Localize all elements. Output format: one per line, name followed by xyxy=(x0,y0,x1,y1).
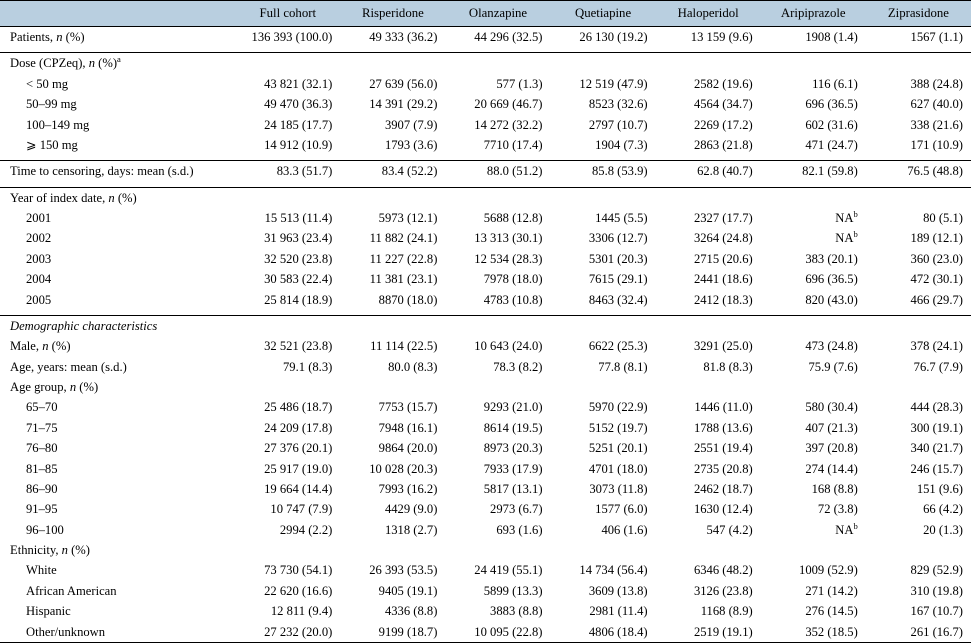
cell-olanzapine: 2973 (6.7) xyxy=(490,502,543,517)
cell-ziprasidone: 310 (19.8) xyxy=(910,583,963,598)
cell-full-cohort: 32 521 (23.8) xyxy=(264,339,333,354)
row-label: 96–100 xyxy=(26,522,64,537)
row-label: 50–99 mg xyxy=(26,97,77,112)
cell-full-cohort: 12 811 (9.4) xyxy=(270,604,333,619)
cell-ziprasidone: 472 (30.1) xyxy=(910,272,963,287)
row-label: 100–149 mg xyxy=(26,117,90,132)
cell-olanzapine: 3883 (8.8) xyxy=(490,604,543,619)
cell-haloperidol: 2519 (19.1) xyxy=(656,622,761,643)
cell-risperidone: 11 882 (24.1) xyxy=(369,231,438,246)
table-row xyxy=(0,520,971,540)
cell-ziprasidone: 340 (21.7) xyxy=(910,441,963,456)
cell-quetiapine: 6622 (25.3) xyxy=(588,339,648,354)
cell-haloperidol xyxy=(656,53,761,74)
cell-full-cohort: 27 376 (20.1) xyxy=(264,441,333,456)
cell-ziprasidone xyxy=(866,315,971,336)
cell-aripiprazole: 473 (24.8) xyxy=(805,339,858,354)
cell-ziprasidone: 444 (28.3) xyxy=(910,400,963,415)
cell-risperidone xyxy=(340,187,445,208)
cell-aripiprazole: 271 (14.2) xyxy=(805,583,858,598)
table-row xyxy=(0,438,971,458)
row-label: 65–70 xyxy=(26,400,58,415)
cell-olanzapine: 7710 (17.4) xyxy=(483,137,543,152)
row-label: 91–95 xyxy=(26,502,58,517)
cell-risperidone: 9405 (19.1) xyxy=(378,583,438,598)
cell-haloperidol: 1168 (8.9) xyxy=(700,604,753,619)
cell-haloperidol: 2715 (20.6) xyxy=(693,251,753,266)
row-label: White xyxy=(26,563,57,578)
row-label: 76–80 xyxy=(26,441,58,456)
row-label: < 50 mg xyxy=(26,76,69,91)
cell-aripiprazole: 82.1 (59.8) xyxy=(761,161,866,182)
cell-ziprasidone: 80 (5.1) xyxy=(923,211,963,225)
cell-aripiprazole: 274 (14.4) xyxy=(805,461,858,476)
cell-full-cohort: 31 963 (23.4) xyxy=(264,231,333,246)
cell-quetiapine xyxy=(551,187,656,208)
cell-haloperidol: 3126 (23.8) xyxy=(693,583,753,598)
cell-aripiprazole xyxy=(761,187,866,208)
cell-aripiprazole: 383 (20.1) xyxy=(805,251,858,266)
row-label: 81–85 xyxy=(26,461,58,476)
cell-olanzapine: 44 296 (32.5) xyxy=(474,30,543,44)
cell-aripiprazole: 116 (6.1) xyxy=(812,76,858,91)
row-label: 2002 xyxy=(26,231,52,246)
table-row xyxy=(0,228,971,248)
cell-haloperidol: 2582 (19.6) xyxy=(693,76,753,91)
cell-full-cohort xyxy=(235,377,340,397)
cell-olanzapine: 8973 (20.3) xyxy=(483,441,543,456)
cell-full-cohort: 136 393 (100.0) xyxy=(251,30,333,44)
cell-risperidone: 4336 (8.8) xyxy=(384,604,438,619)
cell-quetiapine: 5152 (19.7) xyxy=(588,420,648,435)
row-label: Time to censoring, days: mean (s.d.) xyxy=(0,161,235,182)
cell-olanzapine xyxy=(445,540,550,560)
table-body xyxy=(0,27,971,643)
cell-haloperidol: 2441 (18.6) xyxy=(693,272,753,287)
column-header-risperidone: Risperidone xyxy=(340,1,445,27)
cell-haloperidol: 2735 (20.8) xyxy=(693,461,753,476)
cell-haloperidol xyxy=(656,315,761,336)
cell-aripiprazole: 72 (3.8) xyxy=(817,502,858,517)
cell-haloperidol: 547 (4.2) xyxy=(706,522,753,537)
cell-haloperidol: 2269 (17.2) xyxy=(693,117,753,132)
cell-olanzapine: 10 095 (22.8) xyxy=(445,622,550,643)
cell-ziprasidone: 627 (40.0) xyxy=(910,97,963,112)
cell-full-cohort: 24 185 (17.7) xyxy=(264,117,333,132)
cell-ziprasidone: 20 (1.3) xyxy=(923,522,963,537)
row-label: 2003 xyxy=(26,251,52,266)
row-label: 2005 xyxy=(26,292,52,307)
row-label: Age, years: mean (s.d.) xyxy=(10,359,127,374)
cell-ziprasidone: 338 (21.6) xyxy=(910,117,963,132)
cell-risperidone: 27 639 (56.0) xyxy=(369,76,438,91)
cell-aripiprazole: 75.9 (7.6) xyxy=(808,359,858,374)
cell-aripiprazole: 168 (8.8) xyxy=(811,481,858,496)
cell-olanzapine: 14 272 (32.2) xyxy=(474,117,543,132)
cell-haloperidol: 13 159 (9.6) xyxy=(690,30,753,44)
cell-ziprasidone: 151 (9.6) xyxy=(916,481,963,496)
table-row xyxy=(0,135,971,155)
column-header-haloperidol: Haloperidol xyxy=(656,1,761,27)
cell-ziprasidone xyxy=(866,540,971,560)
cell-quetiapine: 12 519 (47.9) xyxy=(579,76,648,91)
cell-aripiprazole: 276 (14.5) xyxy=(805,604,858,619)
cell-full-cohort: 30 583 (22.4) xyxy=(264,272,333,287)
row-label: Hispanic xyxy=(26,604,71,619)
cell-quetiapine xyxy=(551,377,656,397)
cell-ziprasidone: 829 (52.9) xyxy=(910,563,963,578)
cell-full-cohort: 32 520 (23.8) xyxy=(264,251,333,266)
cell-aripiprazole: 352 (18.5) xyxy=(761,622,866,643)
cell-quetiapine: 3609 (13.8) xyxy=(588,583,648,598)
cell-olanzapine: 5899 (13.3) xyxy=(483,583,543,598)
cell-full-cohort: 25 814 (18.9) xyxy=(264,292,333,307)
cell-aripiprazole: $NA^b$ xyxy=(835,520,858,537)
cell-quetiapine: 8523 (32.6) xyxy=(588,97,648,112)
cell-haloperidol xyxy=(656,377,761,397)
cell-risperidone: 9864 (20.0) xyxy=(378,441,438,456)
cell-quetiapine: 2981 (11.4) xyxy=(589,604,648,619)
cell-ziprasidone: 388 (24.8) xyxy=(910,76,963,91)
cell-risperidone: 1318 (2.7) xyxy=(384,522,438,537)
cell-risperidone: 7948 (16.1) xyxy=(378,420,438,435)
cell-risperidone: 11 227 (22.8) xyxy=(369,251,438,266)
cell-risperidone: 11 381 (23.1) xyxy=(369,272,438,287)
table-row xyxy=(0,161,971,182)
cell-full-cohort xyxy=(235,53,340,74)
cell-quetiapine xyxy=(551,540,656,560)
cell-full-cohort: 27 232 (20.0) xyxy=(235,622,340,643)
cell-aripiprazole xyxy=(761,377,866,397)
cell-risperidone: 49 333 (36.2) xyxy=(369,30,438,44)
cell-ziprasidone: 466 (29.7) xyxy=(910,292,963,307)
cell-aripiprazole xyxy=(761,315,866,336)
cell-olanzapine: 20 669 (46.7) xyxy=(474,97,543,112)
cell-haloperidol: 62.8 (40.7) xyxy=(656,161,761,182)
header-row xyxy=(0,1,971,27)
cell-olanzapine: 7933 (17.9) xyxy=(483,461,543,476)
table-row xyxy=(0,208,971,228)
cell-risperidone: 5973 (12.1) xyxy=(378,211,438,225)
cell-ziprasidone xyxy=(866,53,971,74)
row-label: 86–90 xyxy=(26,481,58,496)
cell-risperidone xyxy=(340,540,445,560)
cell-quetiapine: 1445 (5.5) xyxy=(595,211,648,225)
cell-full-cohort: 79.1 (8.3) xyxy=(283,359,333,374)
cell-olanzapine: 8614 (19.5) xyxy=(483,420,543,435)
cell-full-cohort: 25 486 (18.7) xyxy=(264,400,333,415)
cell-ziprasidone: 189 (12.1) xyxy=(910,231,963,246)
cell-olanzapine: 88.0 (51.2) xyxy=(445,161,550,182)
cell-risperidone: 4429 (9.0) xyxy=(384,502,438,517)
cell-haloperidol: 6346 (48.2) xyxy=(693,563,753,578)
table-row xyxy=(0,622,971,643)
cell-quetiapine: 3306 (12.7) xyxy=(588,231,648,246)
column-header-ziprasidone: Ziprasidone xyxy=(866,1,971,27)
cell-quetiapine: 2797 (10.7) xyxy=(588,117,648,132)
cell-haloperidol: 2462 (18.7) xyxy=(693,481,753,496)
cell-aripiprazole: 696 (36.5) xyxy=(805,272,858,287)
cell-ziprasidone xyxy=(866,377,971,397)
cell-full-cohort: 10 747 (7.9) xyxy=(270,502,333,517)
cell-olanzapine: 78.3 (8.2) xyxy=(493,359,543,374)
column-header-olanzapine: Olanzapine xyxy=(445,1,550,27)
row-label: ⩾ 150 mg xyxy=(26,137,78,152)
cell-olanzapine: 10 643 (24.0) xyxy=(474,339,543,354)
cell-full-cohort: 2994 (2.2) xyxy=(279,522,333,537)
cell-olanzapine xyxy=(445,315,550,336)
row-label: 2004 xyxy=(26,272,52,287)
table-row xyxy=(0,601,971,621)
column-header-full-cohort: Full cohort xyxy=(235,1,340,27)
table-row xyxy=(0,459,971,479)
cell-full-cohort xyxy=(235,187,340,208)
cell-haloperidol: 81.8 (8.3) xyxy=(703,359,753,374)
cell-ziprasidone: 378 (24.1) xyxy=(910,339,963,354)
cell-quetiapine: 8463 (32.4) xyxy=(588,292,648,307)
cell-aripiprazole: 471 (24.7) xyxy=(805,137,858,152)
cell-haloperidol: 1446 (11.0) xyxy=(694,400,753,415)
cell-ziprasidone: 261 (16.7) xyxy=(866,622,971,643)
cell-risperidone: 83.4 (52.2) xyxy=(340,161,445,182)
table-row xyxy=(0,560,971,580)
cell-quetiapine: 77.8 (8.1) xyxy=(598,359,648,374)
cell-quetiapine: 3073 (11.8) xyxy=(589,481,648,496)
cell-risperidone: 80.0 (8.3) xyxy=(388,359,438,374)
cell-haloperidol: 2551 (19.4) xyxy=(693,441,753,456)
row-label: Ethnicity, n (%) xyxy=(10,543,90,557)
cell-haloperidol xyxy=(656,540,761,560)
cell-haloperidol: 2327 (17.7) xyxy=(693,211,753,225)
cell-ziprasidone xyxy=(866,187,971,208)
cell-haloperidol: 2412 (18.3) xyxy=(693,292,753,307)
cell-olanzapine xyxy=(445,53,550,74)
column-header-quetiapine: Quetiapine xyxy=(551,1,656,27)
cell-quetiapine: 26 130 (19.2) xyxy=(579,30,648,44)
table-row xyxy=(0,397,971,417)
table-row xyxy=(0,94,971,114)
cell-ziprasidone: 171 (10.9) xyxy=(910,137,963,152)
cell-risperidone: 11 114 (22.5) xyxy=(370,339,438,354)
table-row xyxy=(0,336,971,356)
cell-risperidone: 7753 (15.7) xyxy=(378,400,438,415)
cell-aripiprazole: 397 (20.8) xyxy=(805,441,858,456)
cell-haloperidol: 1630 (12.4) xyxy=(693,502,753,517)
row-label: Demographic characteristics xyxy=(0,315,235,336)
cell-haloperidol xyxy=(656,187,761,208)
cell-risperidone xyxy=(340,315,445,336)
table-row xyxy=(0,27,971,48)
table-row xyxy=(0,418,971,438)
cell-aripiprazole: 580 (30.4) xyxy=(805,400,858,415)
cell-olanzapine: 577 (1.3) xyxy=(496,76,543,91)
table-row xyxy=(0,540,971,560)
cell-aripiprazole: 602 (31.6) xyxy=(805,117,858,132)
cell-aripiprazole: 1908 (1.4) xyxy=(805,30,858,44)
cell-full-cohort: 19 664 (14.4) xyxy=(264,481,333,496)
cell-full-cohort: 83.3 (51.7) xyxy=(235,161,340,182)
cell-risperidone: 26 393 (53.5) xyxy=(369,563,438,578)
cell-aripiprazole: $NA^b$ xyxy=(835,229,858,246)
cell-ziprasidone: 76.7 (7.9) xyxy=(913,359,963,374)
cell-full-cohort: 25 917 (19.0) xyxy=(264,461,333,476)
table-header xyxy=(0,1,971,27)
cell-quetiapine xyxy=(551,53,656,74)
column-header-blank xyxy=(0,1,235,27)
cell-risperidone: 8870 (18.0) xyxy=(378,292,438,307)
cell-quetiapine: 406 (1.6) xyxy=(601,522,648,537)
row-label: Dose (CPZeq), n (%)$^a$ xyxy=(0,53,235,74)
cell-quetiapine: 4806 (18.4) xyxy=(551,622,656,643)
cell-olanzapine: 5817 (13.1) xyxy=(483,481,543,496)
table-row xyxy=(0,249,971,269)
cell-ziprasidone: 1567 (1.1) xyxy=(910,30,963,44)
cell-quetiapine: 1577 (6.0) xyxy=(595,502,648,517)
cell-quetiapine: 5970 (22.9) xyxy=(588,400,648,415)
column-header-aripiprazole: Aripiprazole xyxy=(761,1,866,27)
cell-haloperidol: 3291 (25.0) xyxy=(693,339,753,354)
cell-haloperidol: 2863 (21.8) xyxy=(693,137,753,152)
cell-full-cohort: 14 912 (10.9) xyxy=(264,137,333,152)
cell-ziprasidone: 66 (4.2) xyxy=(923,502,963,517)
cell-full-cohort: 43 821 (32.1) xyxy=(264,76,333,91)
cell-quetiapine xyxy=(551,315,656,336)
cell-olanzapine: 12 534 (28.3) xyxy=(474,251,543,266)
cell-haloperidol: 4564 (34.7) xyxy=(693,97,753,112)
row-label: 71–75 xyxy=(26,420,58,435)
cell-quetiapine: 5251 (20.1) xyxy=(588,441,648,456)
table-row xyxy=(0,115,971,135)
row-label: Year of index date, n (%) xyxy=(0,187,235,208)
cell-risperidone: 14 391 (29.2) xyxy=(369,97,438,112)
cell-olanzapine xyxy=(445,377,550,397)
cell-risperidone xyxy=(340,53,445,74)
cell-full-cohort: 24 209 (17.8) xyxy=(264,420,333,435)
cell-aripiprazole: 820 (43.0) xyxy=(805,292,858,307)
cell-risperidone: 3907 (7.9) xyxy=(384,117,438,132)
cell-quetiapine: 1904 (7.3) xyxy=(595,137,648,152)
cell-risperidone: 7993 (16.2) xyxy=(378,481,438,496)
table-row xyxy=(0,357,971,377)
cell-olanzapine xyxy=(445,187,550,208)
cell-risperidone: 1793 (3.6) xyxy=(384,137,438,152)
cell-aripiprazole: 1009 (52.9) xyxy=(799,563,858,578)
cell-olanzapine: 4783 (10.8) xyxy=(483,292,543,307)
cell-haloperidol: 3264 (24.8) xyxy=(693,231,753,246)
cell-full-cohort xyxy=(235,540,340,560)
cell-full-cohort: 73 730 (54.1) xyxy=(264,563,333,578)
row-label: Patients, n (%) xyxy=(10,30,85,44)
cell-ziprasidone: 300 (19.1) xyxy=(910,420,963,435)
table-row xyxy=(0,187,971,208)
cell-risperidone xyxy=(340,377,445,397)
row-label: 2001 xyxy=(26,211,52,225)
cell-full-cohort: 15 513 (11.4) xyxy=(264,211,333,225)
table-row xyxy=(0,74,971,94)
cell-ziprasidone: 246 (15.7) xyxy=(910,461,963,476)
cell-full-cohort: 49 470 (36.3) xyxy=(264,97,333,112)
cell-olanzapine: 7978 (18.0) xyxy=(483,272,543,287)
cell-olanzapine: 9293 (21.0) xyxy=(483,400,543,415)
table-row xyxy=(0,479,971,499)
cell-olanzapine: 13 313 (30.1) xyxy=(474,231,543,246)
cell-full-cohort xyxy=(235,315,340,336)
cell-risperidone: 10 028 (20.3) xyxy=(369,461,438,476)
table-row xyxy=(0,499,971,519)
table-row xyxy=(0,290,971,310)
cell-ziprasidone: 360 (23.0) xyxy=(910,251,963,266)
cell-haloperidol: 1788 (13.6) xyxy=(693,420,753,435)
table-row xyxy=(0,53,971,74)
cell-olanzapine: 5688 (12.8) xyxy=(483,211,543,225)
cell-aripiprazole: 407 (21.3) xyxy=(805,420,858,435)
cell-quetiapine: 4701 (18.0) xyxy=(588,461,648,476)
table-row xyxy=(0,377,971,397)
table-row xyxy=(0,581,971,601)
cell-olanzapine: 24 419 (55.1) xyxy=(474,563,543,578)
cell-aripiprazole xyxy=(761,540,866,560)
table-row xyxy=(0,269,971,289)
cell-aripiprazole xyxy=(761,53,866,74)
cell-quetiapine: 5301 (20.3) xyxy=(588,251,648,266)
row-label: Male, n (%) xyxy=(10,339,71,354)
cell-ziprasidone: 167 (10.7) xyxy=(910,604,963,619)
cell-quetiapine: 14 734 (56.4) xyxy=(579,563,648,578)
cell-quetiapine: 85.8 (53.9) xyxy=(551,161,656,182)
table-row xyxy=(0,315,971,336)
row-label: Other/unknown xyxy=(0,622,235,643)
cell-aripiprazole: $NA^b$ xyxy=(835,208,858,225)
cell-ziprasidone: 76.5 (48.8) xyxy=(866,161,971,182)
cell-quetiapine: 7615 (29.1) xyxy=(588,272,648,287)
row-label: Age group, n (%) xyxy=(10,380,99,394)
row-label: African American xyxy=(26,583,117,598)
cell-olanzapine: 693 (1.6) xyxy=(496,522,543,537)
cell-full-cohort: 22 620 (16.6) xyxy=(264,583,333,598)
cell-risperidone: 9199 (18.7) xyxy=(340,622,445,643)
cell-aripiprazole: 696 (36.5) xyxy=(805,97,858,112)
